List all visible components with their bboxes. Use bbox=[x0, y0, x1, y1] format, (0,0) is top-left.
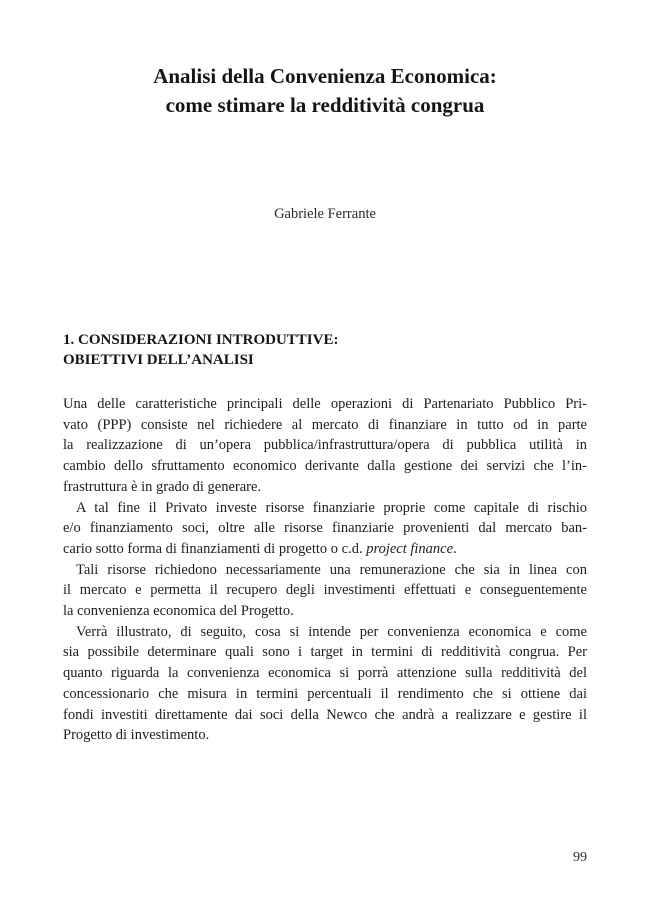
italic-term: project finance bbox=[366, 540, 454, 557]
text-line: e/o finanziamento soci, oltre alle risorse finanziarie provenienti dal mercato ban- bbox=[63, 520, 587, 537]
text-line: Tali risorse richiedono necessariamente una remunerazione che sia in linea con bbox=[76, 561, 587, 578]
text-line: la realizzazione di un’opera pubblica/infrastruttura/opera di pubblica utilità in bbox=[63, 437, 587, 454]
chapter-title bbox=[0, 62, 650, 120]
chapter-title-line-1: Analisi della Convenienza Economica: bbox=[153, 64, 497, 88]
section-heading bbox=[63, 330, 593, 370]
text-line: vato (PPP) consiste nel richiedere al mercato di finanziare in tutto od in parte bbox=[63, 416, 587, 433]
paragraph-4 bbox=[63, 622, 587, 746]
author-name: Gabriele Ferrante bbox=[274, 206, 376, 222]
text-line: la convenienza economica del Progetto. bbox=[63, 603, 294, 620]
text-segment: cario sotto forma di finanziamenti di progetto o c.d. bbox=[63, 540, 367, 557]
paragraph-3 bbox=[63, 560, 587, 622]
paragraph-2 bbox=[63, 498, 587, 560]
text-line: Una delle caratteristiche principali delle operazioni di Partenariato Pubblico Pri- bbox=[63, 396, 587, 412]
text-line: Verrà illustrato, di seguito, cosa si intende per convenienza economica e come bbox=[76, 623, 587, 640]
text-line: cambio dello sfruttamento economico derivante dalla gestione dei servizi che l’in- bbox=[63, 458, 587, 475]
text-line: quanto riguarda la convenienza economica si porrà attenzione sulla redditività del bbox=[63, 665, 587, 682]
section-heading-line-1: 1. CONSIDERAZIONI INTRODUTTIVE: bbox=[63, 332, 339, 348]
text-line: frastruttura è in grado di generare. bbox=[63, 478, 262, 495]
body-text bbox=[63, 394, 587, 746]
text-line: il mercato e permetta il recupero degli investimenti effettuati e conseguentemente bbox=[63, 582, 587, 599]
text-segment: . bbox=[453, 540, 457, 557]
page-number: 99 bbox=[573, 850, 587, 865]
text-line bbox=[63, 539, 587, 560]
paragraph-1 bbox=[63, 394, 587, 498]
text-line: concessionario che misura in termini percentuali il rendimento che si ottiene dai bbox=[63, 685, 587, 702]
section-heading-line-2: OBIETTIVI DELL’ANALISI bbox=[63, 352, 254, 368]
text-line: Progetto di investimento. bbox=[63, 727, 210, 744]
chapter-title-line-2: come stimare la redditività congrua bbox=[165, 93, 485, 117]
text-line: sia possibile determinare quali sono i target in termini di redditività congrua. Per bbox=[63, 644, 587, 661]
text-line: fondi investiti direttamente dai soci della Newco che andrà a realizzare e gestire il bbox=[63, 706, 587, 723]
text-line: A tal fine il Privato investe risorse finanziarie proprie come capitale di rischio bbox=[76, 499, 587, 516]
